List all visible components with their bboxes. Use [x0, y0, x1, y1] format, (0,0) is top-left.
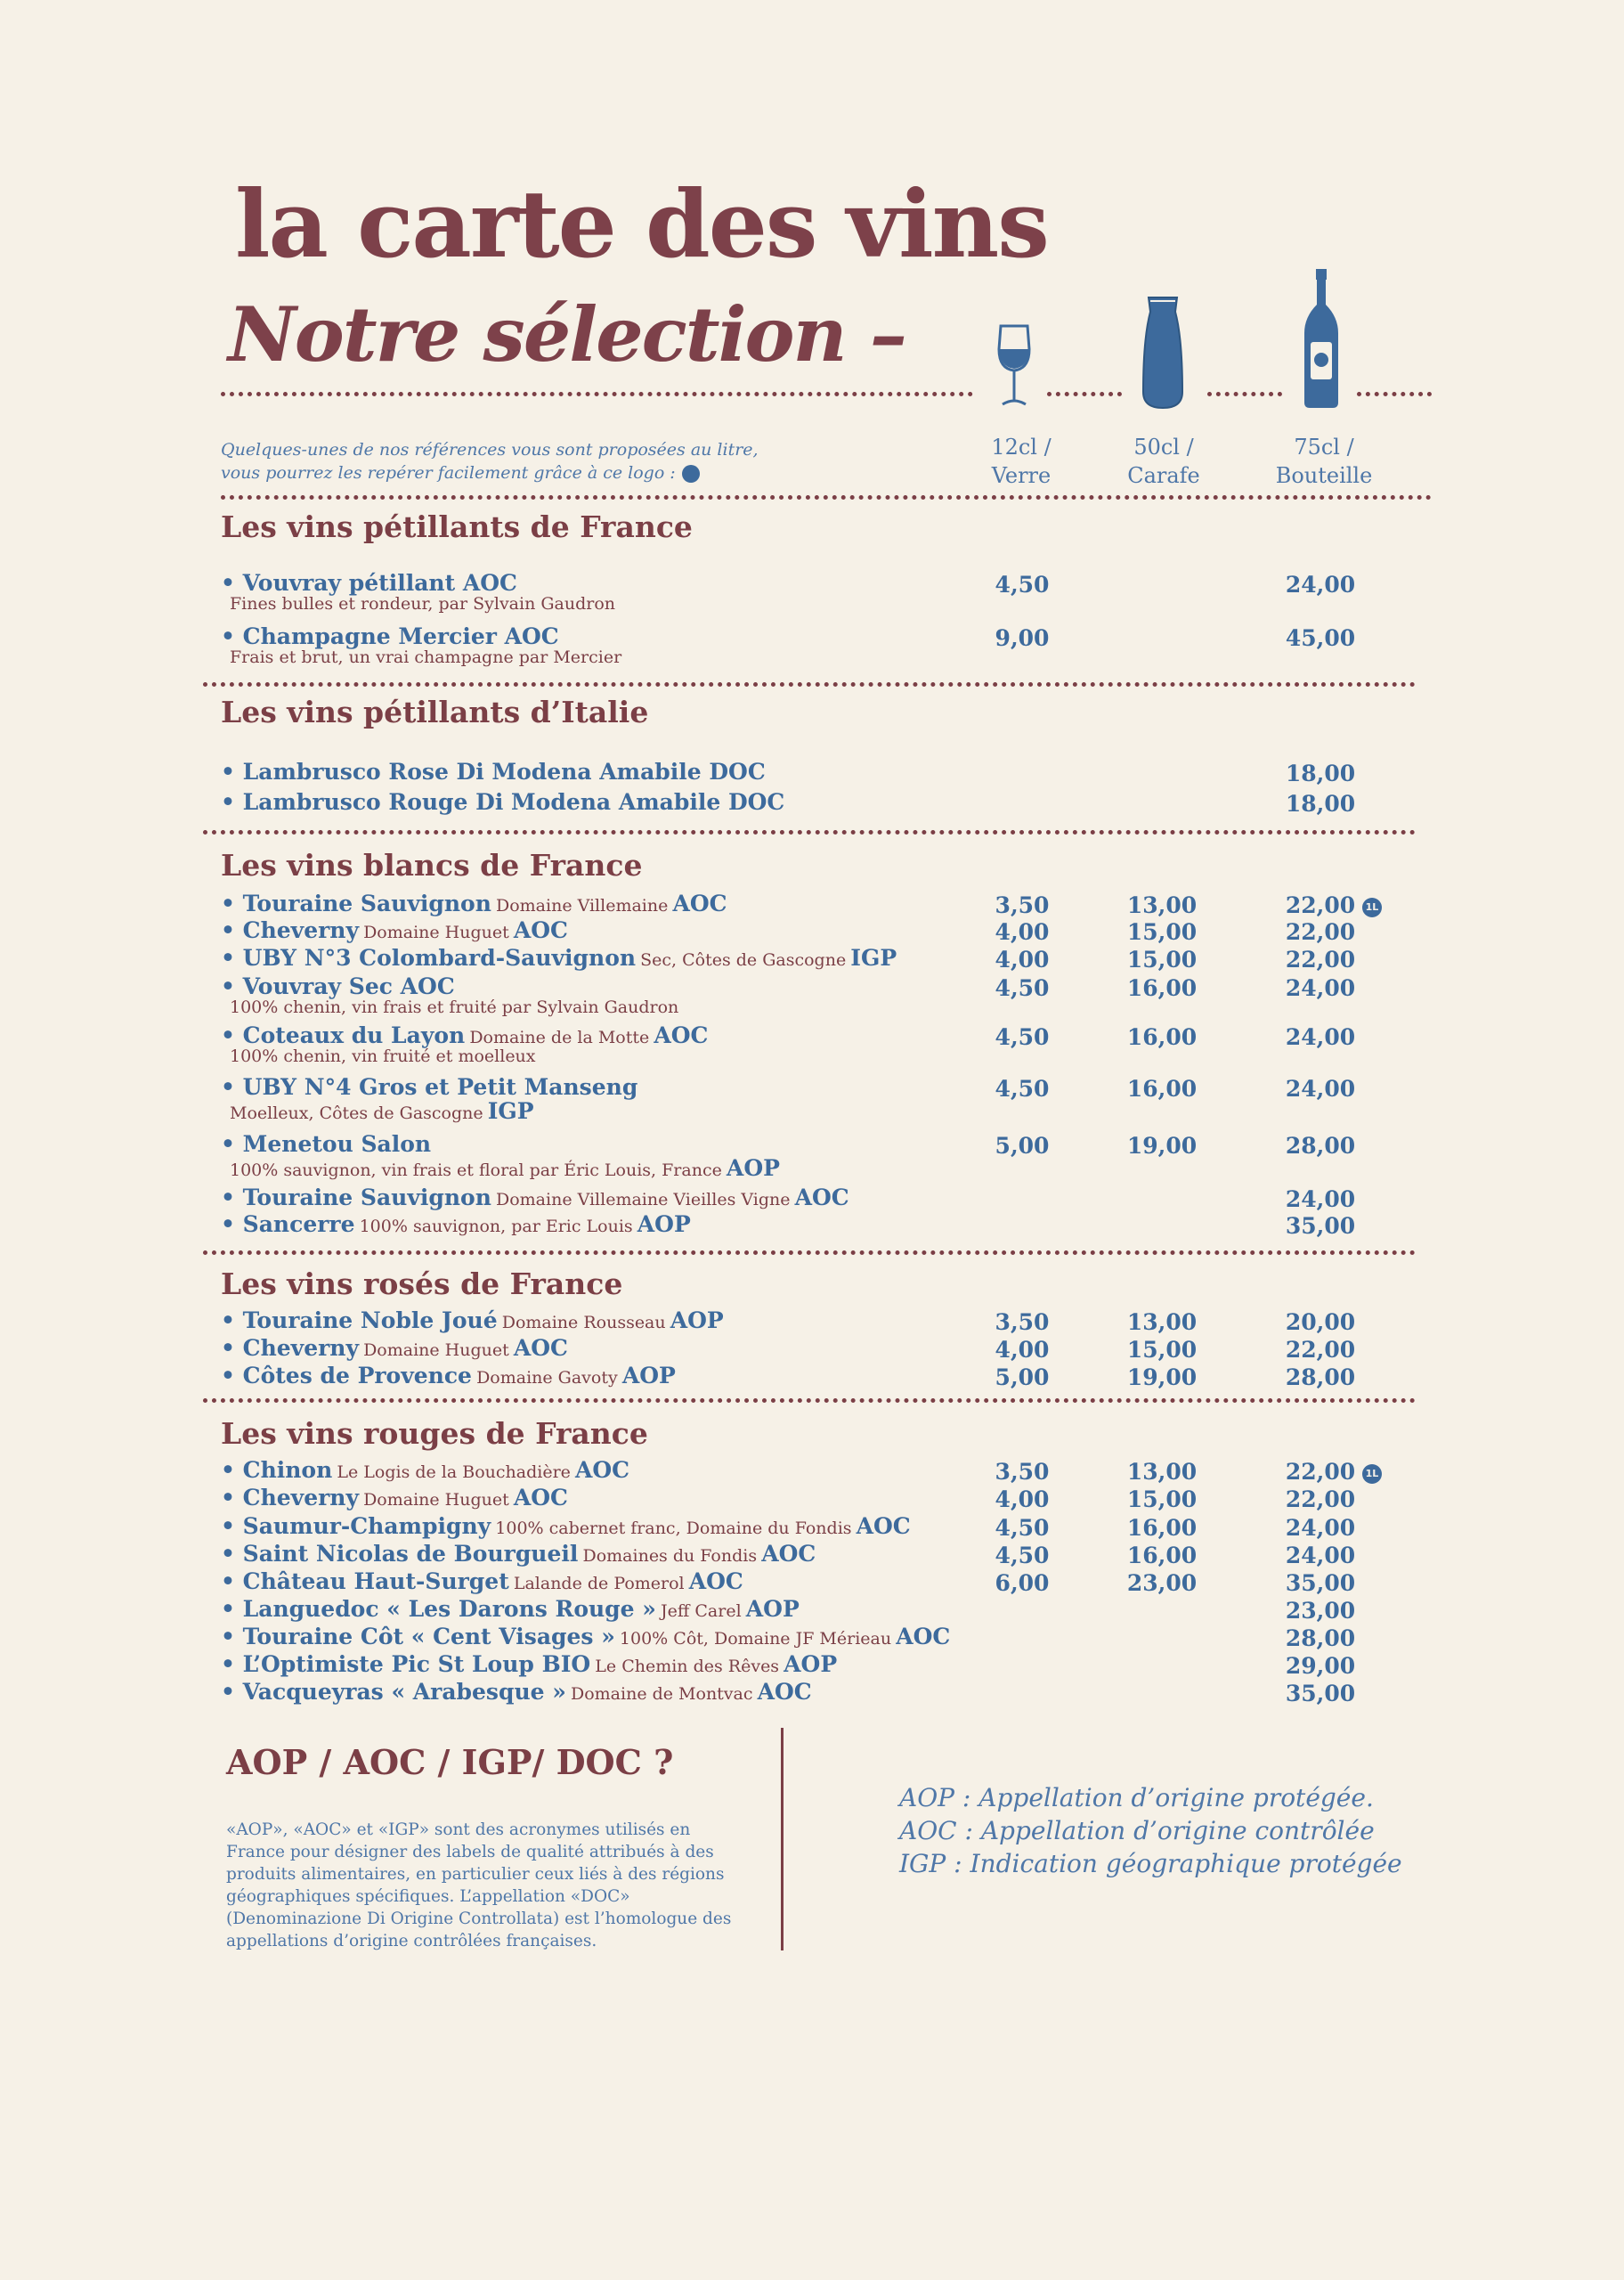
column-unit: Bouteille	[1275, 463, 1373, 488]
header-bottom-divider	[221, 495, 1432, 500]
wine-appellation: AOC	[513, 1485, 568, 1510]
wine-entry	[221, 1624, 950, 1649]
wine-name: • Lambrusco Rose Di Modena Amabile DOC	[221, 759, 766, 785]
price-bouteille: 28,00	[1285, 1625, 1356, 1651]
wine-description: 100% chenin, vin frais et fruité par Sylvain Gaudron	[230, 998, 679, 1017]
wine-description: Frais et brut, un vrai champagne par Mercier	[230, 647, 622, 667]
wine-detail: Domaine Huguet	[363, 1490, 509, 1510]
price-verre: 4,00	[995, 947, 1050, 973]
wine-appellation: AOC	[672, 891, 727, 916]
wine-detail: Domaine de la Motte	[469, 1028, 650, 1047]
price-bouteille: 22,00	[1285, 947, 1356, 973]
wine-appellation: AOC	[856, 1513, 911, 1539]
price-carafe: 13,00	[1126, 1309, 1198, 1335]
wine-entry	[221, 1185, 849, 1210]
wine-entry	[221, 1541, 816, 1567]
wine-entry	[221, 1485, 568, 1510]
header-divider	[1047, 392, 1122, 396]
price-carafe: 16,00	[1126, 1076, 1198, 1102]
price-bouteille: 22,00	[1285, 1459, 1356, 1485]
price-verre: 4,50	[995, 1024, 1050, 1050]
wine-name: • Saumur-Champigny	[221, 1513, 491, 1539]
wine-name: • Côtes de Provence	[221, 1363, 472, 1388]
wine-name: • Coteaux du Layon	[221, 1022, 466, 1048]
definition-igp: IGP : Indication géographique protégée	[899, 1849, 1402, 1878]
wine-description: Fines bulles et rondeur, par Sylvain Gaudron	[230, 594, 616, 614]
wine-name: • L’Optimiste Pic St Loup BIO	[221, 1651, 591, 1677]
section-title: Les vins rosés de France	[221, 1266, 623, 1301]
header-divider	[1357, 392, 1432, 396]
price-carafe: 15,00	[1126, 1486, 1198, 1512]
wine-entry	[221, 1596, 800, 1622]
legend-text: «AOP», «AOC» et «IGP» sont des acronymes utilisés en France pour désigner des labels de qualité attribués à des produits alimentaires, en particulier ceux liés à des régions géographiques spécifiques. L’appellation «DOC» (Denominazione Di Origine Controllata) est l’homologue des appellations d’origine contrôlées françaises.	[226, 1820, 732, 1950]
wine-detail: Domaines du Fondis	[582, 1546, 758, 1566]
wine-detail: Jeff Carel	[661, 1601, 742, 1621]
wine-detail: Lalande de Pomerol	[513, 1574, 685, 1593]
header-divider	[221, 392, 973, 396]
price-verre: 6,00	[995, 1570, 1050, 1596]
wine-name: • Lambrusco Rouge Di Modena Amabile DOC	[221, 789, 785, 815]
column-unit: Carafe	[1127, 463, 1200, 488]
wine-entry	[221, 1335, 568, 1361]
price-carafe: 19,00	[1126, 1364, 1198, 1390]
wine-name: • Saint Nicolas de Bourgueil	[221, 1541, 579, 1567]
price-bouteille: 22,00	[1285, 1486, 1356, 1512]
price-bouteille: 22,00	[1285, 892, 1356, 918]
column-size: 75cl /	[1294, 435, 1354, 460]
price-carafe: 19,00	[1126, 1133, 1198, 1159]
wine-name: • Touraine Sauvignon	[221, 1185, 491, 1210]
price-verre: 5,00	[995, 1133, 1050, 1159]
price-bouteille: 18,00	[1285, 761, 1356, 786]
section-divider	[203, 1398, 1416, 1403]
wine-entry	[221, 623, 621, 667]
wine-appellation: AOC	[513, 1335, 568, 1361]
price-verre: 5,00	[995, 1364, 1050, 1390]
price-carafe: 16,00	[1126, 975, 1198, 1001]
wine-entry	[221, 891, 727, 916]
section-title: Les vins blancs de France	[221, 848, 643, 883]
price-verre: 4,50	[995, 1515, 1050, 1541]
price-bouteille: 24,00	[1285, 975, 1356, 1001]
wine-entry	[221, 789, 784, 815]
price-bouteille: 24,00	[1285, 1515, 1356, 1541]
price-bouteille: 24,00	[1285, 1186, 1356, 1212]
wine-entry	[221, 1363, 676, 1388]
wine-entry	[221, 973, 678, 1017]
wine-entry	[221, 570, 615, 614]
column-header-verre	[959, 433, 1084, 490]
column-size: 50cl /	[1133, 435, 1194, 460]
wine-appellation: AOC	[896, 1624, 951, 1649]
wine-detail: Le Logis de la Bouchadière	[337, 1462, 571, 1482]
wine-appellation: AOP	[670, 1307, 724, 1333]
wine-description: Moelleux, Côtes de Gascogne	[230, 1103, 483, 1123]
wine-name: • Touraine Noble Joué	[221, 1307, 498, 1333]
wine-appellation: AOC	[654, 1022, 709, 1048]
price-verre: 4,50	[995, 975, 1050, 1001]
wine-description: 100% sauvignon, vin frais et floral par Éric Louis, France	[230, 1160, 722, 1180]
price-verre: 4,50	[995, 572, 1050, 598]
price-verre: 9,00	[995, 625, 1050, 651]
price-carafe: 16,00	[1126, 1515, 1198, 1541]
wine-name: • Touraine Côt « Cent Visages »	[221, 1624, 615, 1649]
price-verre: 3,50	[995, 1459, 1050, 1485]
wine-appellation: IGP	[850, 945, 897, 971]
section-divider	[203, 682, 1416, 687]
wine-appellation: AOC	[761, 1541, 816, 1567]
wine-name: • Languedoc « Les Darons Rouge »	[221, 1596, 656, 1622]
price-verre: 4,00	[995, 1337, 1050, 1363]
price-bouteille: 22,00	[1285, 1337, 1356, 1363]
price-bouteille: 24,00	[1285, 1076, 1356, 1102]
wine-name: • Cheverny	[221, 1335, 359, 1361]
wine-appellation: AOC	[688, 1568, 743, 1594]
wine-name: • Vacqueyras « Arabesque »	[221, 1679, 566, 1705]
price-bouteille: 28,00	[1285, 1364, 1356, 1390]
page-subtitle: Notre sélection –	[228, 290, 905, 379]
wine-detail: Le Chemin des Rêves	[595, 1657, 780, 1676]
price-carafe: 16,00	[1126, 1543, 1198, 1568]
price-bouteille: 45,00	[1285, 625, 1356, 651]
wine-detail: Domaine Huguet	[363, 923, 509, 942]
wine-name: • Vouvray pétillant AOC	[221, 570, 517, 596]
price-carafe: 23,00	[1126, 1570, 1198, 1596]
column-header-bouteille	[1262, 433, 1386, 490]
section-title: Les vins pétillants d’Italie	[221, 695, 649, 729]
carafe-icon	[1141, 294, 1184, 411]
wine-detail: Domaine Rousseau	[501, 1313, 666, 1332]
wine-detail: Domaine Villemaine	[495, 896, 669, 916]
price-bouteille: 24,00	[1285, 1024, 1356, 1050]
price-carafe: 15,00	[1126, 947, 1198, 973]
wine-appellation: AOC	[513, 917, 568, 943]
column-unit: Verre	[991, 463, 1052, 488]
wine-detail: Sec, Côtes de Gascogne	[640, 950, 847, 970]
bottle-icon	[1303, 267, 1340, 410]
price-bouteille: 29,00	[1285, 1653, 1356, 1679]
wine-appellation: IGP	[487, 1098, 534, 1124]
wine-entry	[221, 917, 568, 943]
wine-description: 100% chenin, vin fruité et moelleux	[230, 1046, 536, 1066]
wine-appellation: AOC	[757, 1679, 812, 1705]
price-verre: 3,50	[995, 1309, 1050, 1335]
liter-badge-icon	[681, 464, 701, 484]
price-bouteille: 18,00	[1285, 791, 1356, 817]
column-size: 12cl /	[991, 435, 1052, 460]
wine-appellation: AOP	[637, 1211, 691, 1237]
wine-entry	[221, 1513, 911, 1539]
wine-entry	[221, 1457, 629, 1483]
wine-name: • UBY N°3 Colombard-Sauvignon	[221, 945, 637, 971]
wine-name: • Touraine Sauvignon	[221, 891, 491, 916]
wine-appellation: AOP	[745, 1596, 800, 1622]
price-bouteille: 35,00	[1285, 1570, 1356, 1596]
wine-name: • Sancerre	[221, 1211, 355, 1237]
wine-entry	[221, 1307, 724, 1333]
wine-entry	[221, 945, 897, 971]
price-bouteille: 24,00	[1285, 1543, 1356, 1568]
wine-entry	[221, 1679, 812, 1705]
section-divider	[203, 1250, 1416, 1255]
price-bouteille: 28,00	[1285, 1133, 1356, 1159]
liter-note	[221, 438, 791, 484]
section-title: Les vins rouges de France	[221, 1416, 648, 1451]
wine-name: • UBY N°4 Gros et Petit Manseng	[221, 1074, 638, 1100]
liter-badge: 1L	[1362, 898, 1382, 917]
wine-entry	[221, 1568, 743, 1594]
wine-name: • Chinon	[221, 1457, 333, 1483]
price-carafe: 13,00	[1126, 892, 1198, 918]
legend-definitions	[899, 1781, 1402, 1880]
legend-title: AOP / AOC / IGP/ DOC ?	[226, 1742, 674, 1782]
wine-glass-icon	[995, 322, 1033, 410]
price-verre: 4,50	[995, 1543, 1050, 1568]
wine-appellation: AOP	[726, 1155, 780, 1181]
price-bouteille: 20,00	[1285, 1309, 1356, 1335]
wine-detail: 100% Côt, Domaine JF Mérieau	[619, 1629, 892, 1649]
wine-detail: Domaine Gavoty	[476, 1368, 618, 1388]
header-divider	[1207, 392, 1282, 396]
price-carafe: 15,00	[1126, 1337, 1198, 1363]
price-bouteille: 24,00	[1285, 572, 1356, 598]
price-bouteille: 23,00	[1285, 1598, 1356, 1624]
wine-detail: Domaine Huguet	[363, 1340, 509, 1360]
wine-detail: Domaine Villemaine Vieilles Vigne	[495, 1190, 791, 1209]
wine-detail: Domaine de Montvac	[570, 1684, 753, 1704]
wine-appellation: AOP	[784, 1651, 838, 1677]
wine-appellation: AOC	[794, 1185, 849, 1210]
liter-note-text: Quelques-unes de nos références vous sont proposées au litre, vous pourrez les repérer facilement grâce à ce logo :	[221, 440, 759, 483]
wine-entry	[221, 1131, 780, 1181]
section-title: Les vins pétillants de France	[221, 509, 693, 544]
wine-name: • Menetou Salon	[221, 1131, 432, 1157]
wine-entry	[221, 759, 766, 785]
definition-aop: AOP : Appellation d’origine protégée.	[899, 1783, 1374, 1812]
price-bouteille: 35,00	[1285, 1681, 1356, 1706]
wine-name: • Cheverny	[221, 1485, 359, 1510]
wine-entry	[221, 1651, 837, 1677]
legend-separator	[781, 1728, 784, 1950]
price-verre: 4,50	[995, 1076, 1050, 1102]
wine-entry	[221, 1074, 637, 1124]
column-header-carafe	[1101, 433, 1226, 490]
price-bouteille: 22,00	[1285, 919, 1356, 945]
wine-name: • Champagne Mercier AOC	[221, 623, 559, 649]
wine-entry	[221, 1022, 708, 1066]
price-verre: 4,00	[995, 919, 1050, 945]
price-verre: 3,50	[995, 892, 1050, 918]
price-verre: 4,00	[995, 1486, 1050, 1512]
wine-name: • Vouvray Sec AOC	[221, 973, 455, 999]
price-carafe: 15,00	[1126, 919, 1198, 945]
liter-badge: 1L	[1362, 1464, 1382, 1484]
wine-entry	[221, 1211, 691, 1237]
wine-appellation: AOC	[575, 1457, 630, 1483]
wine-name: • Cheverny	[221, 917, 359, 943]
wine-detail: 100% cabernet franc, Domaine du Fondis	[495, 1519, 852, 1538]
page-title: la carte des vins	[235, 169, 1048, 279]
price-carafe: 16,00	[1126, 1024, 1198, 1050]
wine-name: • Château Haut-Surget	[221, 1568, 509, 1594]
section-divider	[203, 830, 1416, 835]
definition-aoc: AOC : Appellation d’origine contrôlée	[899, 1816, 1375, 1845]
wine-detail: 100% sauvignon, par Eric Louis	[359, 1217, 633, 1236]
price-carafe: 13,00	[1126, 1459, 1198, 1485]
price-bouteille: 35,00	[1285, 1213, 1356, 1239]
wine-appellation: AOP	[621, 1363, 676, 1388]
